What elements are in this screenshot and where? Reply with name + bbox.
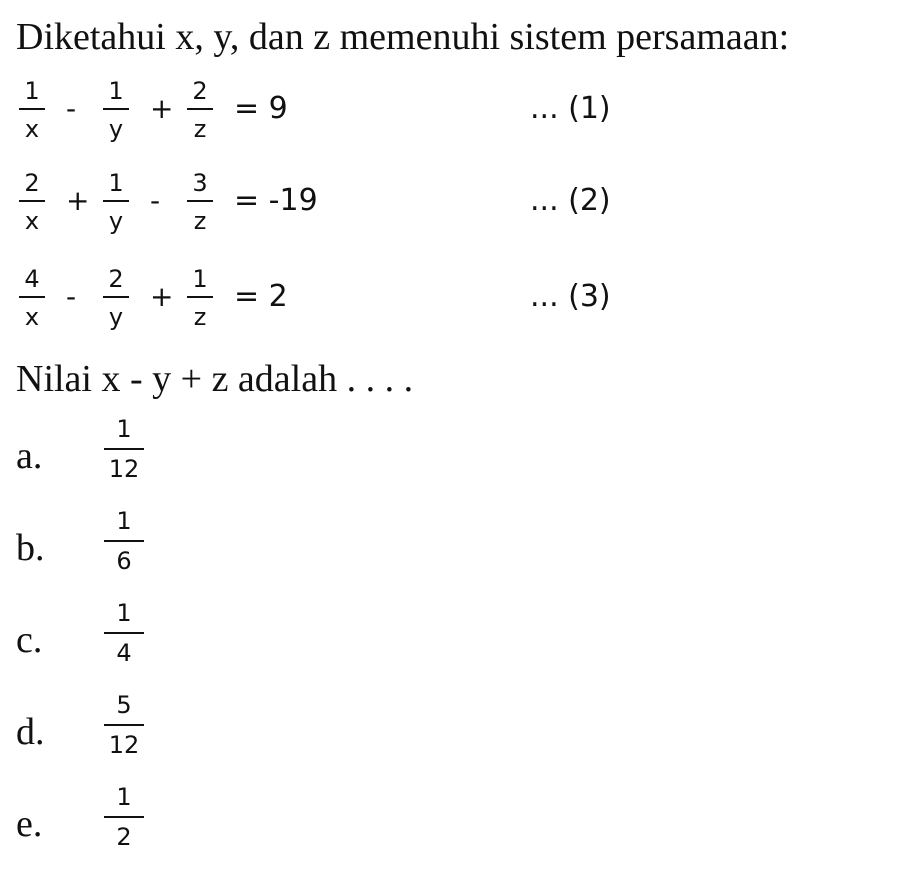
- operator: +: [150, 92, 174, 125]
- denominator: y: [108, 115, 124, 143]
- intro-text: Diketahui x, y, dan z memenuhi sistem persamaan:: [16, 16, 790, 58]
- equation-tag: ... (3): [530, 279, 611, 314]
- numerator: 1: [108, 77, 124, 105]
- option-letter: c.: [16, 619, 43, 661]
- operator: +: [66, 184, 90, 217]
- numerator: 1: [116, 507, 132, 535]
- option-fraction: [100, 598, 148, 672]
- term-fraction: [184, 76, 216, 146]
- term-fraction: [100, 264, 132, 334]
- option-fraction: [100, 506, 148, 580]
- equation-rhs: = 2: [234, 279, 288, 314]
- operator: -: [66, 280, 77, 313]
- numerator: 1: [108, 169, 124, 197]
- denominator: z: [193, 207, 207, 235]
- term-fraction: [184, 264, 216, 334]
- option-letter: a.: [16, 435, 43, 477]
- numerator: 2: [24, 169, 40, 197]
- operator: -: [150, 184, 161, 217]
- numerator: 1: [116, 599, 132, 627]
- denominator: y: [108, 303, 124, 331]
- term-fraction: [100, 168, 132, 238]
- option-fraction: [100, 414, 148, 488]
- operator: +: [150, 280, 174, 313]
- denominator: x: [24, 207, 40, 235]
- numerator: 4: [24, 265, 40, 293]
- denominator: x: [24, 303, 40, 331]
- term-fraction: [100, 76, 132, 146]
- equation-rhs: = 9: [234, 91, 288, 126]
- denominator: 4: [116, 639, 132, 667]
- denominator: 12: [108, 731, 140, 759]
- term-fraction: [16, 76, 48, 146]
- option-fraction: [100, 690, 148, 764]
- option-letter: e.: [16, 803, 43, 845]
- denominator: 12: [108, 455, 140, 483]
- question-text: Nilai x - y + z adalah . . . .: [16, 358, 414, 400]
- numerator: 1: [24, 77, 40, 105]
- term-fraction: [184, 168, 216, 238]
- operator: -: [66, 92, 77, 125]
- numerator: 2: [192, 77, 208, 105]
- term-fraction: [16, 168, 48, 238]
- numerator: 1: [116, 415, 132, 443]
- numerator: 1: [192, 265, 208, 293]
- denominator: y: [108, 207, 124, 235]
- denominator: 2: [116, 823, 132, 851]
- denominator: 6: [116, 547, 132, 575]
- numerator: 2: [108, 265, 124, 293]
- term-fraction: [16, 264, 48, 334]
- denominator: z: [193, 115, 207, 143]
- option-letter: d.: [16, 711, 45, 753]
- numerator: 5: [116, 691, 132, 719]
- equation-tag: ... (2): [530, 183, 611, 218]
- option-fraction: [100, 782, 148, 856]
- equation-rhs: = -19: [234, 183, 318, 218]
- denominator: x: [24, 115, 40, 143]
- numerator: 3: [192, 169, 208, 197]
- option-letter: b.: [16, 527, 45, 569]
- denominator: z: [193, 303, 207, 331]
- equation-tag: ... (1): [530, 91, 611, 126]
- numerator: 1: [116, 783, 132, 811]
